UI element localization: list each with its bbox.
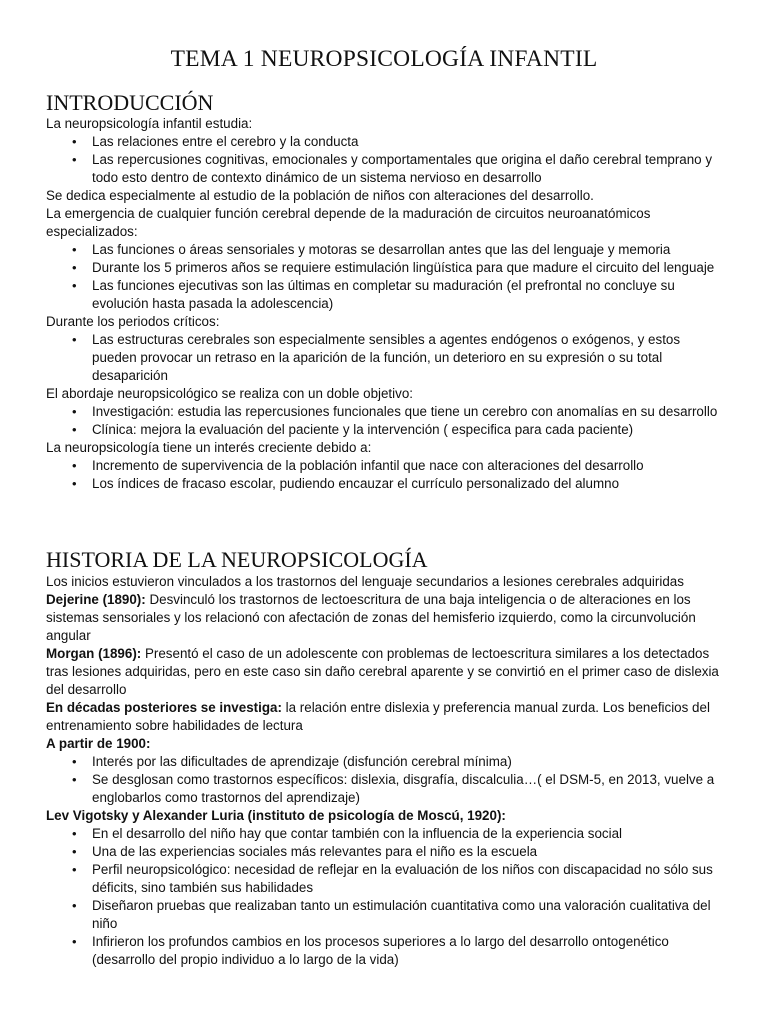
list-item: • Diseñaron pruebas que realizaban tanto un estimulación cuantitativa como una valoración cualitativa del niño (72, 898, 711, 931)
bullet-icon: • (72, 260, 77, 275)
intro-paragraph: Durante los periodos críticos: (46, 314, 220, 329)
list-item: • Los índices de fracaso escolar, pudiendo encauzar el currículo personalizado del alumno (72, 476, 620, 491)
history-list-1 (46, 753, 722, 807)
bullet-icon: • (72, 826, 77, 841)
history-heading: HISTORIA DE LA NEUROPSICOLOGÍA (46, 547, 428, 572)
bullet-icon: • (72, 862, 77, 877)
list-item: • Una de las experiencias sociales más relevantes para el niño es la escuela (72, 844, 538, 859)
intro-paragraph: La emergencia de cualquier función cerebral depende de la maduración de circuitos neuroanatómicos especializados: (46, 206, 651, 239)
history-paragraph: En décadas posteriores se investiga: la relación entre dislexia y preferencia manual zurda. Los beneficios del entrenamiento sobre habilidades de lectura (46, 700, 710, 733)
list-item: • Interés por las dificultades de aprendizaje (disfunción cerebral mínima) (72, 754, 512, 769)
intro-list-3 (46, 331, 722, 385)
bullet-icon: • (72, 332, 77, 347)
list-item: • Clínica: mejora la evaluación del paciente y la intervención ( especifica para cada paciente) (72, 422, 634, 437)
list-item: • En el desarrollo del niño hay que contar también con la influencia de la experiencia social (72, 826, 623, 841)
list-item: • Durante los 5 primeros años se requiere estimulación lingüística para que madure el circuito del lenguaje (72, 260, 715, 275)
bullet-icon: • (72, 422, 77, 437)
history-paragraph: Los inicios estuvieron vinculados a los trastornos del lenguaje secundarios a lesiones cerebrales adquiridas (46, 574, 684, 589)
bullet-icon: • (72, 134, 77, 149)
intro-paragraph: El abordaje neuropsicológico se realiza con un doble objetivo: (46, 386, 413, 401)
bullet-icon: • (72, 934, 77, 949)
intro-list-1 (46, 133, 722, 187)
list-item: • Las funciones ejecutivas son las últimas en completar su maduración (el prefrontal no concluye su evolución hasta pasada la adolescencia) (72, 278, 675, 311)
list-item: • Las estructuras cerebrales son especialmente sensibles a agentes endógenos o exógenos, y estos pueden provocar un retraso en la aparición de la función, un deterioro en su expresión o su total desaparición (72, 332, 681, 383)
list-item: • Investigación: estudia las repercusiones funcionales que tiene un cerebro con anomalías en su desarrollo (72, 404, 718, 419)
history-list-2 (46, 825, 722, 969)
intro-heading: INTRODUCCIÓN (46, 90, 214, 115)
intro-list-2 (46, 241, 722, 313)
list-item: • Las repercusiones cognitivas, emocionales y comportamentales que origina el daño cerebral temprano y todo esto dentro de contexto dinámico de un sistema nervioso en desarrollo (72, 152, 713, 185)
document-title: TEMA 1 NEUROPSICOLOGÍA INFANTIL (170, 46, 598, 72)
bullet-icon: • (72, 844, 77, 859)
history-paragraph: Lev Vigotsky y Alexander Luria (instituto de psicología de Moscú, 1920): (46, 808, 506, 823)
bullet-icon: • (72, 898, 77, 913)
history-paragraph: Morgan (1896): Presentó el caso de un adolescente con problemas de lectoescritura similares a los detectados tras lesiones adquiridas, pero en este caso sin daño cerebral aparente y se convirtió en el primer caso de dislexia del desarrollo (46, 646, 719, 697)
list-item: • Las funciones o áreas sensoriales y motoras se desarrollan antes que las del lenguaje y memoria (72, 242, 671, 257)
history-paragraph: Dejerine (1890): Desvinculó los trastornos de lectoescritura de una baja inteligencia o de alteraciones en los sistemas sensoriales y los relacionó con afectación de zonas del hemisferio izquierdo, como la circunvolución angular (46, 592, 696, 643)
list-item: • Las relaciones entre el cerebro y la conducta (72, 134, 359, 149)
intro-list-4 (46, 403, 722, 439)
bullet-icon: • (72, 152, 77, 167)
history-paragraph: A partir de 1900: (46, 736, 151, 751)
bullet-icon: • (72, 278, 77, 293)
history-section (46, 573, 722, 969)
intro-paragraph: La neuropsicología tiene un interés creciente debido a: (46, 440, 372, 455)
list-item: • Infirieron los profundos cambios en los procesos superiores a lo largo del desarrollo ontogenético (desarrollo del propio individuo a lo largo de la vida) (72, 934, 669, 967)
bullet-icon: • (72, 404, 77, 419)
bullet-icon: • (72, 458, 77, 473)
intro-paragraph: Se dedica especialmente al estudio de la población de niños con alteraciones del desarrollo. (46, 188, 594, 203)
intro-list-5 (46, 457, 722, 493)
list-item: • Perfil neuropsicológico: necesidad de reflejar en la evaluación de los niños con discapacidad no sólo sus déficits, sino también sus habilidades (72, 862, 713, 895)
intro-section (46, 115, 722, 493)
list-item: • Se desglosan como trastornos específicos: dislexia, disgrafía, discalculia…( el DSM-5, en 2013, vuelve a englobarlos como trastornos del aprendizaje) (72, 772, 715, 805)
bullet-icon: • (72, 476, 77, 491)
bullet-icon: • (72, 772, 77, 787)
bullet-icon: • (72, 242, 77, 257)
bullet-icon: • (72, 754, 77, 769)
intro-paragraph: La neuropsicología infantil estudia: (46, 116, 253, 131)
list-item: • Incremento de supervivencia de la población infantil que nace con alteraciones del desarrollo (72, 458, 644, 473)
